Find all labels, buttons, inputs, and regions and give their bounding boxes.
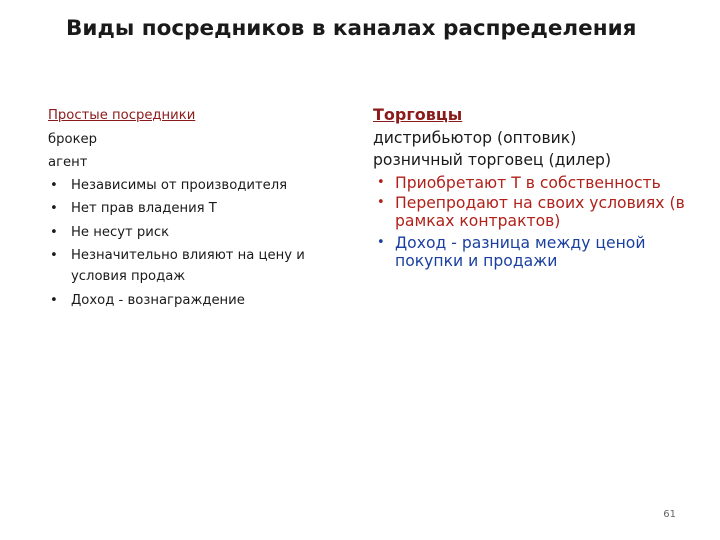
- list-item-text: Доход - вознаграждение: [71, 292, 245, 308]
- page-number: 61: [663, 509, 676, 520]
- list-item: [48, 175, 348, 196]
- list-item-text: Независимы от производителя: [71, 177, 288, 193]
- left-column: [48, 104, 348, 313]
- page-title: Виды посредников в каналах распределения: [66, 16, 637, 41]
- bullet-icon: •: [50, 248, 58, 263]
- right-bullet-list: [373, 172, 693, 271]
- bullet-icon: •: [50, 224, 58, 240]
- left-heading: Простые посредники: [48, 108, 196, 123]
- bullet-icon: •: [50, 201, 58, 216]
- left-line-broker: брокер: [48, 131, 98, 147]
- left-line-agent: агент: [48, 155, 88, 170]
- list-item-text: Незначительно влияют на цену и условия продаж: [71, 248, 305, 284]
- list-item: [373, 172, 693, 195]
- list-item-text: Не несут риск: [71, 224, 170, 240]
- list-item: [48, 222, 348, 243]
- bullet-icon: •: [50, 177, 58, 193]
- right-column: [373, 104, 693, 274]
- list-item: [48, 198, 348, 219]
- right-heading: Торговцы: [373, 105, 463, 124]
- list-item-text: Приобретают Т в собственность: [395, 173, 661, 192]
- right-line-distributor: дистрибьютор (оптовик): [373, 128, 577, 147]
- left-bullet-list: [48, 175, 348, 311]
- bullet-icon: •: [377, 174, 385, 190]
- bullet-icon: •: [377, 235, 385, 250]
- list-item-text: Перепродают на своих условиях (в рамках контрактов): [395, 194, 685, 230]
- list-item: [373, 234, 693, 270]
- list-item-text: Нет прав владения Т: [71, 201, 217, 216]
- list-item-text: Доход - разница между ценой покупки и продажи: [395, 234, 646, 270]
- list-item: [48, 245, 348, 287]
- list-item: [373, 194, 693, 230]
- right-line-retailer: розничный торговец (дилер): [373, 151, 612, 169]
- list-item: [48, 290, 348, 311]
- bullet-icon: •: [377, 195, 385, 210]
- bullet-icon: •: [50, 292, 58, 308]
